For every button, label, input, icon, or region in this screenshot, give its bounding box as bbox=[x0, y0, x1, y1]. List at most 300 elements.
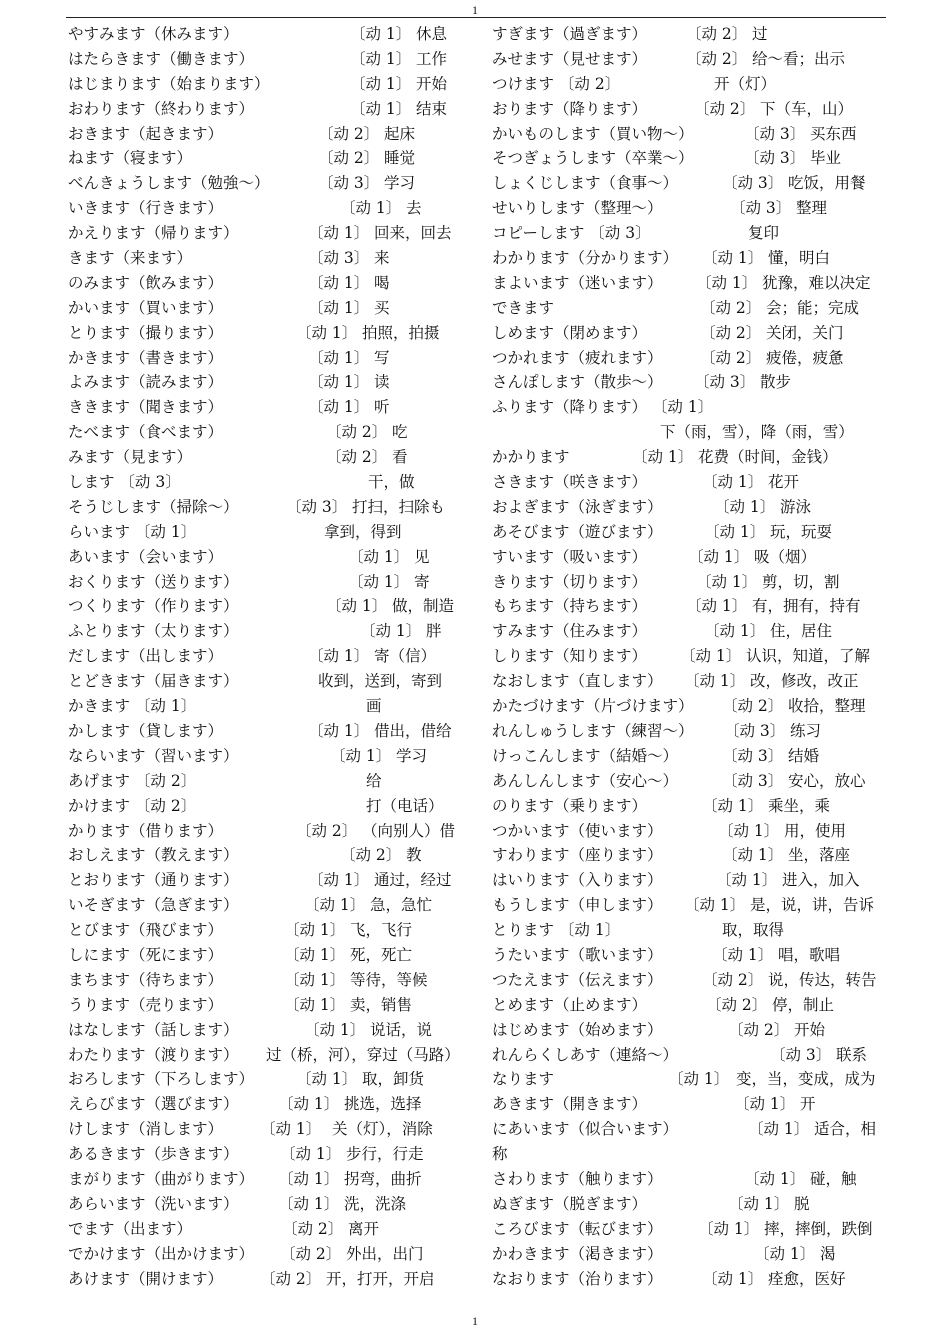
vocab-entry bbox=[68, 1267, 460, 1292]
vocab-entry bbox=[492, 943, 884, 968]
vocab-word: えらびます（選びます） bbox=[68, 1095, 239, 1114]
verb-type: 〔动 1〕 bbox=[280, 1145, 342, 1164]
vocab-entry bbox=[492, 1142, 884, 1167]
vocab-entry bbox=[68, 868, 460, 893]
vocab-word: もちます（持ちます） bbox=[492, 597, 648, 616]
verb-type: 〔动 1〕 bbox=[330, 746, 392, 765]
vocab-entry bbox=[68, 97, 460, 122]
vocab-word: とります 〔动 1〕 bbox=[492, 921, 621, 940]
vocab-meaning: 散步 bbox=[760, 373, 792, 392]
verb-type: 〔动 1〕 bbox=[348, 547, 410, 566]
vocab-word: 称 bbox=[492, 1145, 508, 1164]
verb-type: 〔动 2〕 bbox=[318, 124, 380, 143]
verb-type: 〔动 1〕 bbox=[304, 1020, 366, 1039]
vocab-word: あいます（会います） bbox=[68, 547, 224, 566]
vocab-word: しめます（閉めます） bbox=[492, 323, 648, 342]
verb-type: 〔动 1〕 bbox=[722, 846, 784, 865]
verb-type: 〔动 2〕 bbox=[700, 298, 762, 317]
vocab-entry bbox=[68, 993, 460, 1018]
verb-type: 〔动 1〕 bbox=[686, 597, 748, 616]
vocab-word: おしえます（教えます） bbox=[68, 846, 239, 865]
vocab-meaning: 过 bbox=[752, 25, 768, 43]
vocab-entry bbox=[492, 22, 884, 47]
vocab-meaning: 安心，放心 bbox=[788, 771, 866, 790]
vocab-meaning: 拿到，得到 bbox=[324, 522, 402, 541]
verb-type: 〔动 1〕 bbox=[632, 448, 694, 467]
vocab-meaning: 懂，明白 bbox=[768, 249, 831, 268]
vocab-meaning: 结婚 bbox=[788, 746, 820, 765]
verb-type: 〔动 1〕 bbox=[350, 49, 412, 68]
verb-type: 〔动 1〕 bbox=[308, 224, 370, 243]
header-rule bbox=[66, 17, 886, 18]
vocab-word: しょくじします（食事～） bbox=[492, 174, 679, 193]
vocab-meaning: 乘坐，乘 bbox=[768, 796, 831, 815]
vocab-word: よみます（読みます） bbox=[68, 373, 224, 392]
verb-type: 〔动 1〕 bbox=[748, 1120, 810, 1139]
vocab-entry bbox=[492, 1217, 884, 1242]
vocab-word: まちます（待ちます） bbox=[68, 970, 224, 989]
vocab-word: いきます（行きます） bbox=[68, 199, 224, 218]
verb-type: 〔动 1〕 bbox=[728, 1194, 790, 1213]
vocab-entry bbox=[492, 1192, 884, 1217]
verb-type: 〔动 1〕 bbox=[278, 1169, 340, 1188]
vocab-meaning: 取，卸货 bbox=[362, 1070, 425, 1089]
vocab-entry bbox=[492, 346, 884, 371]
verb-type: 〔动 1〕 bbox=[744, 1169, 806, 1188]
vocab-word: かります（借ります） bbox=[68, 821, 224, 840]
vocab-meaning: 改，修改，改正 bbox=[750, 672, 859, 691]
vocab-meaning: 洗，洗涤 bbox=[344, 1194, 407, 1213]
verb-type: 〔动 1〕 bbox=[698, 1219, 760, 1238]
vocab-entry bbox=[68, 346, 460, 371]
vocab-meaning: 教 bbox=[406, 846, 422, 865]
vocab-word: およぎます（泳ぎます） bbox=[492, 497, 663, 516]
vocab-word: あけます（開けます） bbox=[68, 1269, 224, 1288]
vocab-word: はいります（入ります） bbox=[492, 871, 663, 890]
vocab-word: かえります（帰ります） bbox=[68, 224, 239, 243]
vocab-word: みます（見ます） bbox=[68, 448, 193, 467]
verb-type: 〔动 1〕 bbox=[308, 373, 370, 392]
vocab-word: みせます（見せます） bbox=[492, 49, 648, 68]
vocab-meaning: 喝 bbox=[374, 273, 390, 292]
verb-type: 〔动 2〕 bbox=[318, 149, 380, 168]
verb-type: 〔动 1〕 bbox=[326, 597, 388, 616]
vocab-word: できます bbox=[492, 298, 555, 317]
vocab-meaning: 给 bbox=[366, 771, 382, 790]
vocab-meaning: 复印 bbox=[748, 224, 780, 243]
vocab-meaning: 下（雨，雪），降（雨，雪） bbox=[660, 423, 854, 442]
verb-type: 〔动 1〕 bbox=[716, 871, 778, 890]
vocab-entry bbox=[68, 669, 460, 694]
vocab-meaning: 下（车，山） bbox=[760, 99, 854, 118]
vocab-word: たべます（食べます） bbox=[68, 423, 224, 442]
vocab-entry bbox=[68, 893, 460, 918]
vocab-entry bbox=[68, 594, 460, 619]
verb-type: 〔动 1〕 bbox=[260, 1120, 322, 1139]
vocab-word: あらいます（洗います） bbox=[68, 1194, 239, 1213]
verb-type: 〔动 1〕 bbox=[680, 647, 742, 666]
vocab-entry bbox=[492, 1267, 884, 1292]
vocab-meaning: 打扫，扫除も bbox=[352, 497, 446, 516]
vocab-entry bbox=[68, 1242, 460, 1267]
vocab-meaning: 疲倦，疲惫 bbox=[766, 348, 844, 367]
vocab-meaning: 住，居住 bbox=[770, 622, 833, 641]
vocab-word: うります（売ります） bbox=[68, 995, 224, 1014]
vocab-word: わかります（分かります） bbox=[492, 249, 679, 268]
vocab-meaning: 给～看；出示 bbox=[752, 49, 846, 68]
vocab-meaning: 回来，回去 bbox=[374, 224, 452, 243]
vocab-entry bbox=[68, 221, 460, 246]
vocab-entry bbox=[492, 246, 884, 271]
vocab-word: おります（降ります） bbox=[492, 99, 648, 118]
vocab-meaning: 拐弯，曲折 bbox=[344, 1169, 422, 1188]
vocab-entry bbox=[492, 993, 884, 1018]
vocab-meaning: 玩，玩耍 bbox=[770, 522, 833, 541]
vocab-word: おろします（下ろします） bbox=[68, 1070, 255, 1089]
vocab-meaning: 是，说，讲，告诉 bbox=[750, 896, 875, 915]
vocab-entry bbox=[68, 1043, 460, 1068]
vocab-meaning: 会；能；完成 bbox=[766, 298, 860, 317]
vocab-word: あんしんします（安心～） bbox=[492, 771, 679, 790]
verb-type: 〔动 1〕 bbox=[360, 622, 422, 641]
vocab-word: あきます（開きます） bbox=[492, 1095, 648, 1114]
vocab-meaning: 整理 bbox=[796, 199, 828, 218]
vocab-entry bbox=[68, 196, 460, 221]
vocab-word: あそびます（遊びます） bbox=[492, 522, 663, 541]
vocab-meaning: 停，制止 bbox=[772, 995, 835, 1014]
vocab-meaning: 挑选，选择 bbox=[344, 1095, 422, 1114]
vocab-entry bbox=[68, 1092, 460, 1117]
vocab-entry bbox=[68, 22, 460, 47]
verb-type: 〔动 1〕 bbox=[284, 945, 346, 964]
vocab-meaning: 拍照，拍摄 bbox=[362, 323, 440, 342]
vocab-word: にあいます（似合います） bbox=[492, 1120, 679, 1139]
verb-type: 〔动 2〕 bbox=[280, 1244, 342, 1263]
vocab-entry bbox=[68, 719, 460, 744]
vocab-entry bbox=[68, 520, 460, 545]
vocab-word: きります（切ります） bbox=[492, 572, 648, 591]
vocab-word: つたえます（伝えます） bbox=[492, 970, 663, 989]
verb-type: 〔动 1〕 bbox=[296, 1070, 358, 1089]
vocab-word: はじめます（始めます） bbox=[492, 1020, 663, 1039]
vocab-entry bbox=[492, 794, 884, 819]
verb-type: 〔动 1〕 bbox=[284, 970, 346, 989]
vocab-word: らいます 〔动 1〕 bbox=[68, 522, 197, 541]
vocab-entry bbox=[492, 644, 884, 669]
vocab-meaning: 过（桥，河），穿过（马路） bbox=[266, 1045, 460, 1064]
vocab-entry bbox=[492, 1043, 884, 1068]
vocab-meaning: 寄（信） bbox=[374, 647, 437, 666]
vocab-entry bbox=[492, 769, 884, 794]
vocab-meaning: 干，做 bbox=[368, 473, 415, 492]
vocab-meaning: 关（灯），消除 bbox=[332, 1120, 433, 1139]
vocab-word: ねます（寝ます） bbox=[68, 149, 193, 168]
verb-type: 〔动 1〕 bbox=[754, 1244, 816, 1263]
vocab-word: なおします（直します） bbox=[492, 672, 663, 691]
vocab-entry bbox=[68, 1192, 460, 1217]
verb-type: 〔动 1〕 bbox=[296, 323, 358, 342]
verb-type: 〔动 3〕 bbox=[318, 174, 380, 193]
vocab-word: やすみます（休みます） bbox=[68, 25, 239, 43]
verb-type: 〔动 2〕 bbox=[326, 448, 388, 467]
verb-type: 〔动 2〕 bbox=[700, 323, 762, 342]
vocab-entry bbox=[68, 395, 460, 420]
verb-type: 〔动 1〕 bbox=[702, 473, 764, 492]
vocab-word: せいりします（整理～） bbox=[492, 199, 663, 218]
vocab-meaning: 适合，相 bbox=[814, 1120, 877, 1139]
vocab-entry bbox=[492, 370, 884, 395]
vocab-meaning: 吃 bbox=[392, 423, 408, 442]
verb-type: 〔动 2〕 bbox=[296, 821, 358, 840]
vocab-meaning: 开始 bbox=[794, 1020, 826, 1039]
vocab-entry bbox=[68, 1117, 460, 1142]
vocab-word: ならいます（習います） bbox=[68, 746, 239, 765]
vocab-entry bbox=[492, 570, 884, 595]
verb-type: 〔动 1〕 bbox=[712, 945, 774, 964]
vocab-entry bbox=[68, 644, 460, 669]
verb-type: 〔动 1〕 bbox=[350, 99, 412, 118]
verb-type: 〔动 1〕 bbox=[734, 1095, 796, 1114]
vocab-word: きます（来ます） bbox=[68, 249, 193, 268]
vocab-entry bbox=[492, 1092, 884, 1117]
vocab-meaning: 学习 bbox=[396, 746, 428, 765]
vocab-entry bbox=[68, 445, 460, 470]
verb-type: 〔动 2〕 bbox=[722, 697, 784, 716]
vocab-entry bbox=[68, 470, 460, 495]
vocab-word: とびます（飛びます） bbox=[68, 921, 224, 940]
vocab-word: でます（出ます） bbox=[68, 1219, 193, 1238]
vocab-entry bbox=[68, 1142, 460, 1167]
verb-type: 〔动 1〕 bbox=[308, 647, 370, 666]
vocab-word: とめます（止めます） bbox=[492, 995, 648, 1014]
verb-type: 〔动 1〕 bbox=[702, 249, 764, 268]
vocab-entry bbox=[492, 1242, 884, 1267]
verb-type: 〔动 3〕 bbox=[286, 497, 348, 516]
vocab-entry bbox=[68, 968, 460, 993]
vocab-entry bbox=[492, 146, 884, 171]
vocab-word: かいます（買います） bbox=[68, 298, 224, 317]
vocab-word: だします（出します） bbox=[68, 647, 224, 666]
verb-type: 〔动 1〕 bbox=[308, 721, 370, 740]
vocab-meaning: 游泳 bbox=[780, 497, 812, 516]
vocab-entry bbox=[492, 72, 884, 97]
vocab-word: かきます 〔动 1〕 bbox=[68, 697, 197, 716]
vocab-meaning: 有，拥有，持有 bbox=[752, 597, 861, 616]
vocab-meaning: 联系 bbox=[836, 1045, 868, 1064]
vocab-word: すわります（座ります） bbox=[492, 846, 663, 865]
vocab-entry bbox=[492, 968, 884, 993]
vocab-meaning: 开（灯） bbox=[714, 74, 777, 93]
vocab-meaning: 花费（时间，金钱） bbox=[698, 448, 838, 467]
vocab-entry bbox=[68, 769, 460, 794]
verb-type: 〔动 1〕 bbox=[704, 622, 766, 641]
vocab-entry bbox=[492, 1167, 884, 1192]
vocab-entry bbox=[68, 619, 460, 644]
vocab-entry bbox=[68, 819, 460, 844]
vocab-entry bbox=[68, 146, 460, 171]
vocab-meaning: 离开 bbox=[348, 1219, 380, 1238]
vocab-meaning: 脱 bbox=[794, 1194, 810, 1213]
vocab-entry bbox=[68, 545, 460, 570]
vocab-word: つくります（作ります） bbox=[68, 597, 239, 616]
vocab-meaning: 读 bbox=[374, 373, 390, 392]
vocab-meaning: 等待，等候 bbox=[350, 970, 428, 989]
vocab-entry bbox=[68, 1018, 460, 1043]
vocab-meaning: 收到，送到，寄到 bbox=[318, 672, 443, 691]
verb-type: 〔动 3〕 bbox=[770, 1045, 832, 1064]
vocab-entry bbox=[492, 594, 884, 619]
vocab-entry bbox=[68, 420, 460, 445]
vocab-meaning: 坐，落座 bbox=[788, 846, 851, 865]
vocab-word: なります bbox=[492, 1070, 555, 1089]
vocab-word: けっこんします（結婚～） bbox=[492, 746, 679, 765]
vocab-entry bbox=[68, 271, 460, 296]
verb-type: 〔动 1〕 bbox=[702, 796, 764, 815]
vocab-word: さわります（触ります） bbox=[492, 1169, 663, 1188]
vocab-word: つかいます（使います） bbox=[492, 821, 663, 840]
vocab-word: わたります（渡ります） bbox=[68, 1045, 239, 1064]
verb-type: 〔动 2〕 bbox=[340, 846, 402, 865]
vocab-entry bbox=[492, 196, 884, 221]
vocab-meaning: 做，制造 bbox=[392, 597, 455, 616]
vocab-meaning: 借出，借给 bbox=[374, 721, 452, 740]
vocab-word: ふります（降ります） 〔动 1〕 bbox=[492, 398, 714, 417]
vocab-entry bbox=[492, 221, 884, 246]
verb-type: 〔动 1〕 bbox=[350, 74, 412, 93]
vocab-word: とります（撮ります） bbox=[68, 323, 224, 342]
verb-type: 〔动 3〕 bbox=[744, 149, 806, 168]
vocab-word: かたづけます（片づけます） bbox=[492, 697, 694, 716]
verb-type: 〔动 1〕 bbox=[308, 348, 370, 367]
vocab-meaning: 收拾，整理 bbox=[788, 697, 866, 716]
vocab-meaning: 学习 bbox=[384, 174, 416, 193]
vocab-word: おくります（送ります） bbox=[68, 572, 239, 591]
vocab-entry bbox=[492, 520, 884, 545]
vocab-word: れんしゅうします（練習～） bbox=[492, 721, 694, 740]
verb-type: 〔动 3〕 bbox=[694, 373, 756, 392]
vocab-word: すいます（吸います） bbox=[492, 547, 648, 566]
vocab-entry bbox=[492, 843, 884, 868]
vocab-word: いそぎます（急ぎます） bbox=[68, 896, 239, 915]
verb-type: 〔动 3〕 bbox=[722, 771, 784, 790]
vocab-word: れんらくしあす（連絡～） bbox=[492, 1045, 679, 1064]
vocab-word: おきます（起きます） bbox=[68, 124, 224, 143]
vocab-word: おわります（終わります） bbox=[68, 99, 255, 118]
vocab-meaning: 写 bbox=[374, 348, 390, 367]
vocab-entry bbox=[68, 1217, 460, 1242]
verb-type: 〔动 1〕 bbox=[684, 896, 746, 915]
verb-type: 〔动 1〕 bbox=[684, 672, 746, 691]
vocab-entry bbox=[492, 819, 884, 844]
vocab-entry bbox=[492, 694, 884, 719]
verb-type: 〔动 1〕 bbox=[702, 1269, 764, 1288]
vocab-meaning: 死，死亡 bbox=[350, 945, 413, 964]
vocab-word: とどきます（届きます） bbox=[68, 672, 239, 691]
vocab-word: もうします（申します） bbox=[492, 896, 663, 915]
vocab-entry bbox=[68, 843, 460, 868]
verb-type: 〔动 1〕 bbox=[350, 25, 412, 43]
vocab-entry bbox=[68, 495, 460, 520]
verb-type: 〔动 1〕 bbox=[308, 398, 370, 417]
vocab-meaning: 犹豫，难以决定 bbox=[762, 273, 871, 292]
vocab-word: さんぽします（散歩～） bbox=[492, 373, 663, 392]
vocab-entry bbox=[492, 545, 884, 570]
verb-type: 〔动 1〕 bbox=[348, 572, 410, 591]
verb-type: 〔动 1〕 bbox=[696, 273, 758, 292]
verb-type: 〔动 1〕 bbox=[284, 995, 346, 1014]
vocab-meaning: 来 bbox=[374, 249, 390, 268]
vocab-word: でかけます（出かけます） bbox=[68, 1244, 255, 1263]
vocab-word: かけます 〔动 2〕 bbox=[68, 796, 197, 815]
vocab-meaning: 去 bbox=[406, 199, 422, 218]
verb-type: 〔动 1〕 bbox=[718, 821, 780, 840]
vocab-meaning: 开，打开，开启 bbox=[326, 1269, 435, 1288]
vocab-meaning: 飞，飞行 bbox=[350, 921, 413, 940]
vocab-meaning: 用，使用 bbox=[784, 821, 847, 840]
vocab-meaning: 听 bbox=[374, 398, 390, 417]
vocab-meaning: 买 bbox=[374, 298, 390, 317]
vocab-entry bbox=[68, 744, 460, 769]
vocab-meaning: 渴 bbox=[820, 1244, 836, 1263]
vocab-meaning: 开 bbox=[800, 1095, 816, 1114]
vocab-word: さきます（咲きます） bbox=[492, 473, 648, 492]
vocab-meaning: 练习 bbox=[790, 721, 822, 740]
vocab-entry bbox=[68, 918, 460, 943]
page-number-bottom: 1 bbox=[472, 1314, 478, 1328]
vocab-entry bbox=[492, 296, 884, 321]
verb-type: 〔动 1〕 bbox=[696, 572, 758, 591]
vocab-entry bbox=[492, 744, 884, 769]
vocab-entry bbox=[492, 271, 884, 296]
vocab-entry bbox=[492, 97, 884, 122]
verb-type: 〔动 1〕 bbox=[304, 896, 366, 915]
vocab-word: ころびます（転びます） bbox=[492, 1219, 663, 1238]
verb-type: 〔动 1〕 bbox=[284, 921, 346, 940]
verb-type: 〔动 1〕 bbox=[308, 273, 370, 292]
vocab-meaning: 睡觉 bbox=[384, 149, 416, 168]
vocab-entry bbox=[68, 694, 460, 719]
vocab-meaning: 通过，经过 bbox=[374, 871, 452, 890]
vocab-entry bbox=[492, 420, 884, 445]
vocab-entry bbox=[68, 1067, 460, 1092]
vocab-meaning: 关闭，关门 bbox=[766, 323, 844, 342]
verb-type: 〔动 1〕 bbox=[668, 1070, 730, 1089]
vocab-entry bbox=[68, 171, 460, 196]
vocab-word: そうじします（掃除～） bbox=[68, 497, 239, 516]
vocab-meaning: 毕业 bbox=[810, 149, 842, 168]
vocab-word: します 〔动 3〕 bbox=[68, 473, 181, 492]
vocab-word: コピーします 〔动 3〕 bbox=[492, 224, 651, 243]
vocab-meaning: 变，当，变成，成为 bbox=[736, 1070, 876, 1089]
vocab-meaning: 取，取得 bbox=[722, 921, 785, 940]
verb-type: 〔动 3〕 bbox=[744, 124, 806, 143]
vocab-entry bbox=[492, 719, 884, 744]
vocab-word: あるきます（歩きます） bbox=[68, 1145, 239, 1164]
vocab-meaning: 胖 bbox=[426, 622, 442, 641]
vocab-entry bbox=[68, 794, 460, 819]
page-number-top: 1 bbox=[472, 3, 478, 17]
vocab-word: はじまります（始まります） bbox=[68, 74, 270, 93]
vocab-meaning: 休息 bbox=[416, 25, 448, 43]
vocab-meaning: 吸（烟） bbox=[754, 547, 817, 566]
vocab-entry bbox=[492, 619, 884, 644]
vocab-word: しにます（死にます） bbox=[68, 945, 224, 964]
vocab-entry bbox=[68, 1167, 460, 1192]
vocab-word: はなします（話します） bbox=[68, 1020, 239, 1039]
verb-type: 〔动 3〕 bbox=[724, 721, 786, 740]
vocab-word: のみます（飲みます） bbox=[68, 273, 224, 292]
vocab-entry bbox=[492, 1018, 884, 1043]
